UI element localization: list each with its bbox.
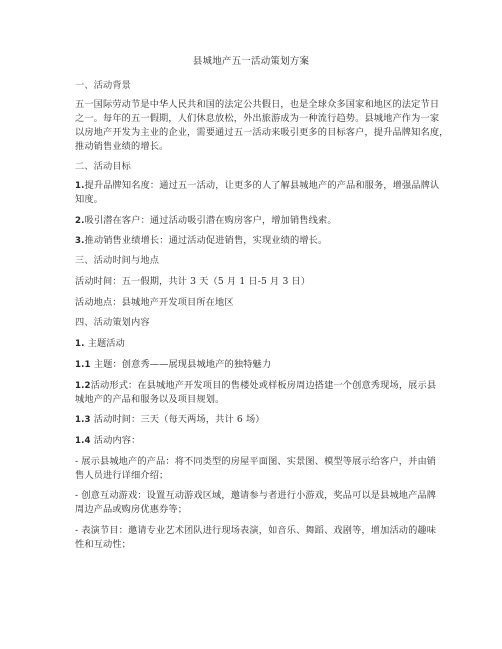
bullet-item: - 表演节目：邀请专业艺术团队进行现场表演，如音乐、舞蹈、戏剧等，增加活动的趣味 [75,525,437,536]
goal-text: 吸引潜在客户：通过活动吸引潜在购房客户，增加销售线索。 [84,215,337,226]
plan-subsection-1 [75,338,125,350]
bullet-item: - 展示县城地产的产品：将不同类型的房屋平面图、实景图、模型等展示给客户，并由销 [75,456,437,467]
goal-item-3 [75,235,327,247]
subsection-text: 主题：创意秀——展现县城地产的独特魅力 [93,359,272,370]
background-line: 以房地产开发为主业的企业，需要通过五一活动来吸引更多的目标客户，提升品牌知名度， [75,127,449,138]
bullet-item-continued: 售人员进行详细介绍； [75,470,169,481]
goal-item-2 [75,215,337,227]
goal-item-1 [75,180,439,192]
subsection-number: 1. [75,339,85,349]
goal-number: 3. [75,236,85,246]
bullet-item-continued: 周边产品或购房优惠券等； [75,504,188,515]
plan-subsection-1-2-continued: 城地产的产品和服务以及项目规划。 [75,394,225,405]
goal-number: 1. [75,181,85,191]
section-heading-plan: 四、活动策划内容 [75,317,150,328]
subsection-text: 活动时间：三天（每天两场，共计 6 场） [93,414,265,425]
goal-text: 提升品牌知名度：通过五一活动，让更多的人了解县城地产的产品和服务，增强品牌认 [84,180,440,191]
goal-text: 推动销售业绩增长：通过活动促进销售，实现业绩的增长。 [84,235,328,246]
bullet-item: - 创意互动游戏：设置互动游戏区域，邀请参与者进行小游戏，奖品可以是县城地产品牌 [75,490,437,501]
background-line: 推动销售业绩的增长。 [75,141,169,152]
background-line: 之一。每年的五一假期，人们休息放松，外出旅游成为一种流行趋势。县城地产作为一家 [75,113,440,124]
subsection-number: 1.2 [75,381,91,391]
document-title: 县城地产五一活动策划方案 [192,56,310,67]
activity-place: 活动地点：县城地产开发项目所在地区 [75,297,234,308]
background-line: 五一国际劳动节是中华人民共和国的法定公共假日，也是全球众多国家和地区的法定节日 [75,99,440,110]
subsection-text: 活动内容： [93,435,141,446]
activity-time: 活动时间：五一假期，共计 3 天（5 月 1 日-5 月 3 日） [75,276,311,287]
subsection-text: 主题活动 [87,338,125,349]
plan-subsection-1-1 [75,359,271,371]
subsection-text: 活动形式：在县城地产开发项目的售楼处或样板房周边搭建一个创意秀现场，展示县 [90,380,437,391]
subsection-number: 1.3 [75,415,91,425]
section-heading-goals: 二、活动目标 [75,161,132,172]
goal-item-1-continued: 知度。 [75,194,104,205]
plan-subsection-1-4 [75,435,140,447]
subsection-number: 1.1 [75,360,91,370]
section-heading-background: 一、活动背景 [75,80,132,91]
subsection-number: 1.4 [75,436,91,446]
plan-subsection-1-3 [75,414,265,426]
plan-subsection-1-2 [75,380,436,392]
goal-number: 2. [75,216,85,226]
section-heading-time-place: 三、活动时间与地点 [75,255,160,266]
bullet-item-continued: 性和互动性； [75,539,132,550]
